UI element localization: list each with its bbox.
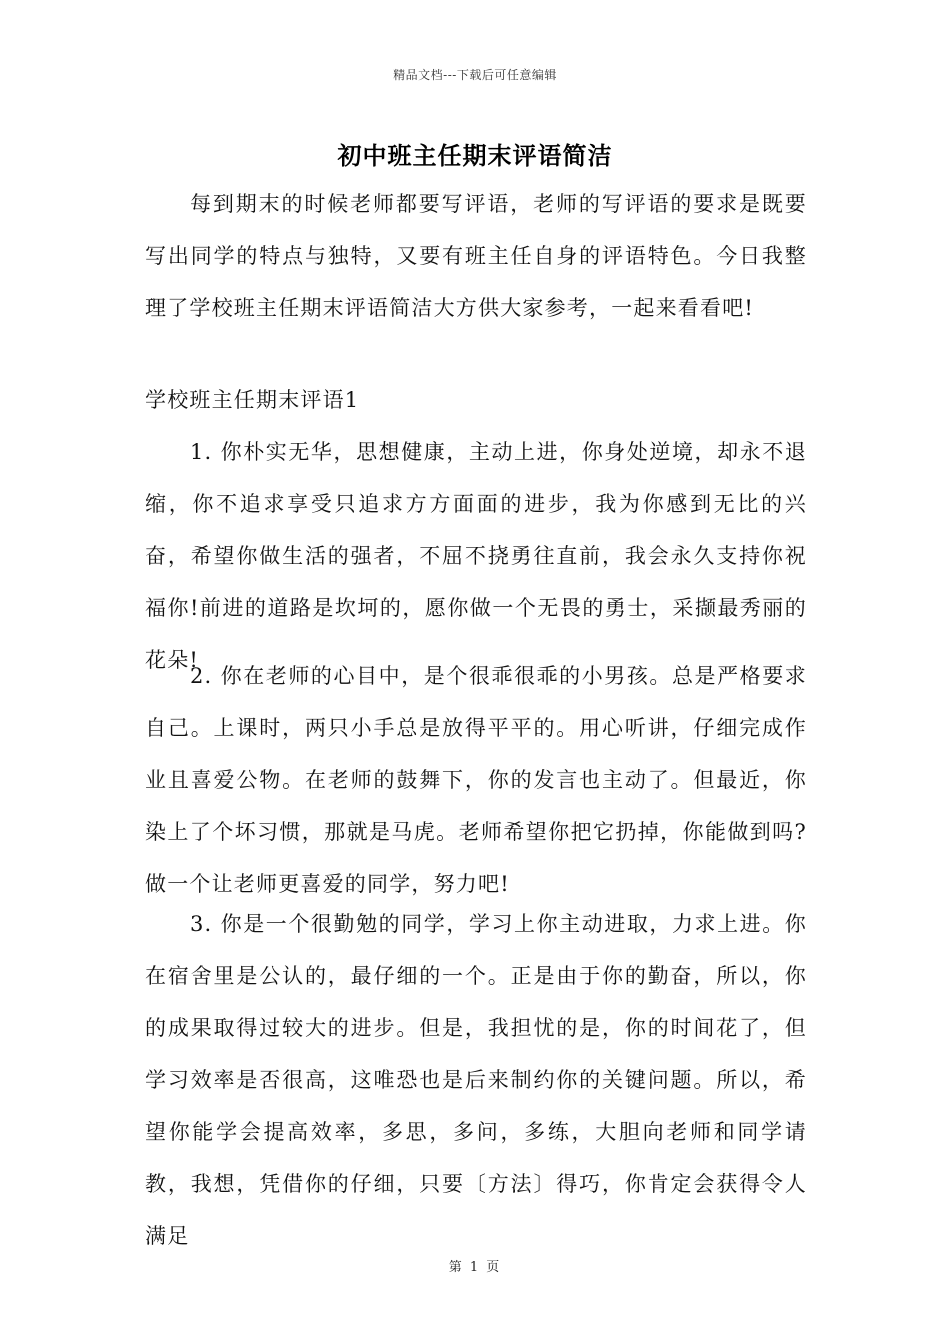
document-title: 初中班主任期末评语简洁 (337, 141, 613, 170)
intro-paragraph: 每到期末的时候老师都要写评语，老师的写评语的要求是既要写出同学的特点与独特，又要有班主任自身的评语特色。今日我整理了学校班主任期末评语简洁大方供大家参考，一起来看看吧! (145, 192, 807, 320)
comment-item-1: 1. 你朴实无华，思想健康，主动上进，你身处逆境，却永不退缩，你不追求享受只追求方方面面的进步，我为你感到无比的兴奋，希望你做生活的强者，不屈不挠勇往直前，我会永久支持你祝福你!前进的道路是坎坷的，愿你做一个无畏的勇士，采撷最秀丽的花朵! (145, 440, 807, 672)
section-heading: 学校班主任期末评语1 (145, 388, 360, 412)
page-number: 第 1 页 (448, 1260, 502, 1275)
comment-item-2: 2. 你在老师的心目中，是个很乖很乖的小男孩。总是严格要求自己。上课时，两只小手总是放得平平的。用心听讲，仔细完成作业且喜爱公物。在老师的鼓舞下，你的发言也主动了。但最近，你染上了个坏习惯，那就是马虎。老师希望你把它扔掉，你能做到吗?做一个让老师更喜爱的同学，努力吧! (145, 664, 807, 896)
comment-item-3: 3. 你是一个很勤勉的同学，学习上你主动进取，力求上进。你在宿舍里是公认的，最仔细的一个。正是由于你的勤奋，所以，你的成果取得过较大的进步。但是，我担忧的是，你的时间花了，但学习效率是否很高，这唯恐也是后来制约你的关键问题。所以，希望你能学会提高效率，多思，多问，多练，大胆向老师和同学请教，我想，凭借你的仔细，只要〔方法〕得巧，你肯定会获得令人满足 (145, 912, 807, 1248)
header-note: 精品文档---下载后可任意编辑 (393, 68, 557, 82)
